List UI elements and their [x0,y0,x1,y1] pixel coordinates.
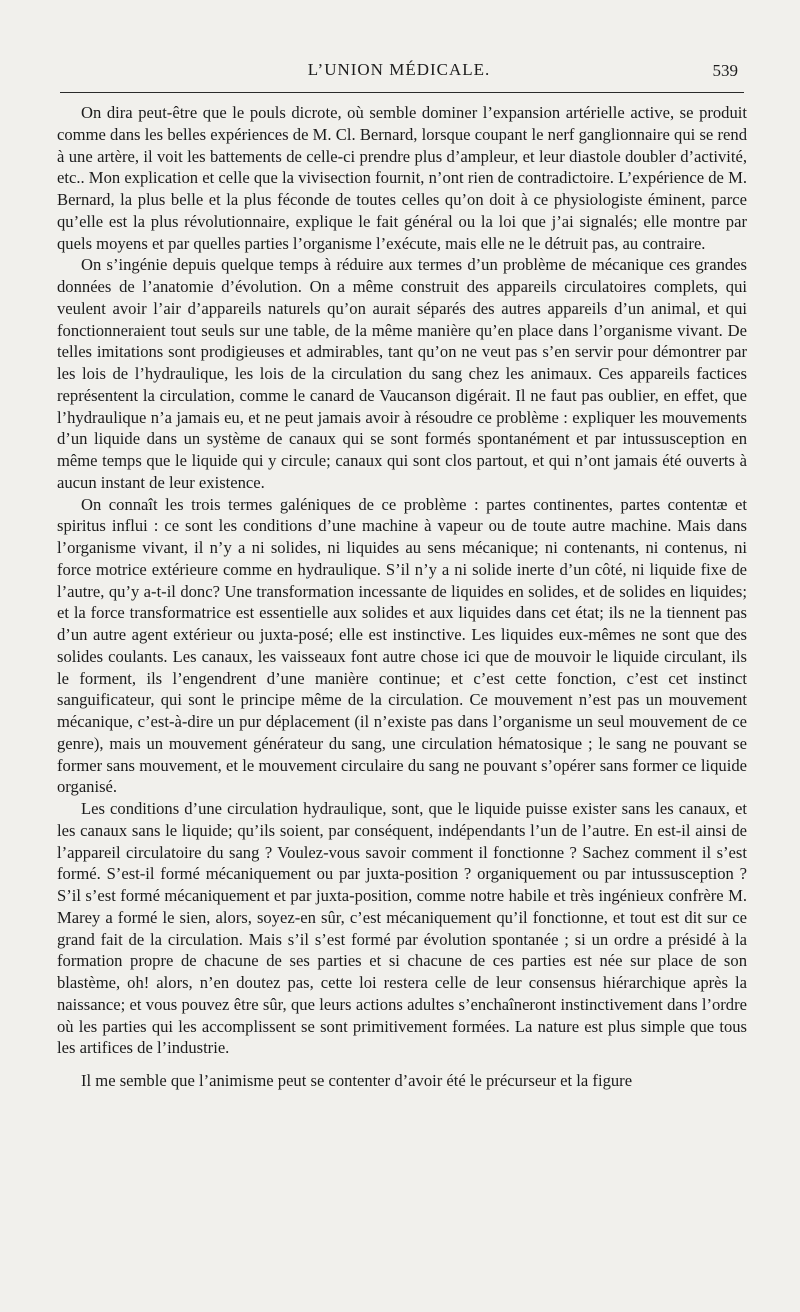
page-number: 539 [712,61,738,80]
body-text [57,102,747,1092]
page-header [58,58,740,86]
header-rule [60,92,744,93]
paragraph: Les conditions d’une circulation hydraulique, sont, que le liquide puisse exister sans les canaux, et les canaux sans le liquide; qu’ils soient, par conséquent, indépendants l’un de l’autre. En est-il ainsi de l’appareil circulatoire du sang ? Voulez-vous savoir comment il fonctionne ? Sachez comment il s’est formé. S’est-il formé mécaniquement ou par juxta-position ? organiquement ou par intussusception ? S’il s’est formé mécaniquement et par juxta-position, comme notre habile et très ingénieux confrère M. Marey a formé le sien, alors, soyez-en sûr, c’est mécaniquement qu’il fonctionne, et tout est dit sur ce grand fait de la circulation. Mais s’il s’est formé par évolution spontanée ; si un ordre a présidé à la formation propre de chacune de ses parties et si chacune de ces parties est née sur place de son blastème, oh! alors, n’en doutez pas, cette loi restera celle de leur consensus hiérarchique après la naissance; et vous pouvez être sûr, que leurs actions adultes s’enchaîneront instinctivement dans l’ordre où les parties qui les accomplissent se sont primitivement formées. La nature est plus simple que tous les artifices de l’industrie. [57,799,747,1058]
running-title: L’UNION MÉDICALE. [307,60,491,79]
paragraph: Il me semble que l’animisme peut se contenter d’avoir été le précurseur et la figure [81,1071,633,1090]
paragraph: On s’ingénie depuis quelque temps à réduire aux termes d’un problème de mécanique ces grandes données de l’anatomie d’évolution. On a même construit des appareils circulatoires complets, qui veulent avoir l’air d’appareils naturels qu’on aurait séparés des autres appareils d’un animal, et qui fonctionneraient tout seuls sur une table, de la même manière qu’en place dans l’organisme vivant. De telles imitations sont prodigieuses et admirables, tant qu’on ne veut pas s’en servir pour démontrer par les lois de l’hydraulique, les lois de la circulation du sang chez les animaux. Ces appareils factices représentent la circulation, comme le canard de Vaucanson digérait. Il ne faut pas oublier, en effet, que l’hydraulique n’a jamais eu, et ne peut jamais avoir à résoudre ce problème : expliquer les mouvements d’un liquide dans un système de canaux qui se sont formés spontanément et par intussusception en même temps que le liquide qui y circule; canaux qui sont clos partout, et qui n’ont jamais été ouverts à aucun instant de leur existence. [57,255,747,492]
paragraph: On connaît les trois termes galéniques de ce problème : partes continentes, partes contentæ et spiritus influi : ce sont les conditions d’une machine à vapeur ou de toute autre machine. Mais dans l’organisme vivant, il n’y a ni solides, ni liquides au sens mécanique; ni contenants, ni contenus, ni force motrice extérieure comme en hydraulique. S’il n’y a ni solide inerte d’un côté, ni liquide fixe de l’autre, qu’y a-t-il donc? Une transformation incessante de liquides en solides, et de solides en liquides; et la force transformatrice est essentielle aux solides et aux liquides dans cet état; ils ne la tiennent pas d’un autre agent extérieur ou juxta-posé; elle est instinctive. Les liquides eux-mêmes ne sont que des solides coulants. Les canaux, les vaisseaux font autre chose ici que de mouvoir le liquide circulant, ils le forment, ils l’engendrent d’une manière continue; et c’est cette fonction, c’est cet instinct sanguificateur, qui sont le principe même de la circulation. Ce mouvement n’est pas un mouvement mécanique, c’est-à-dire un pur déplacement (il n’existe pas dans l’organisme un seul mouvement de ce genre), mais un mouvement générateur du sang, une circulation hématosique ; le sang ne pouvant se former sans mouvement, et le mouvement circulaire du sang ne pouvant s’opérer sans former ce liquide organisé. [57,494,747,797]
paragraph: On dira peut-être que le pouls dicrote, où semble dominer l’expansion artérielle active, se produit comme dans les belles expériences de M. Cl. Bernard, lorsque coupant le nerf ganglionnaire qui se rend à une artère, il voit les battements de celle-ci prendre plus d’ampleur, et leur diastole doubler d’activité, etc.. Mon explication et celle que la vivisection fournit, n’ont rien de contradictoire. L’expérience de M. Bernard, la plus belle et la plus féconde de toutes celles qu’on doit à ce physiologiste éminent, parce qu’elle est la plus révolutionnaire, explique le fait général ou la loi que j’ai signalés; elle montre par quels moyens et par quelles parties l’organisme l’exécute, mais elle ne le détruit pas, au contraire. [57,103,747,253]
paragraph-gap [57,1059,747,1070]
